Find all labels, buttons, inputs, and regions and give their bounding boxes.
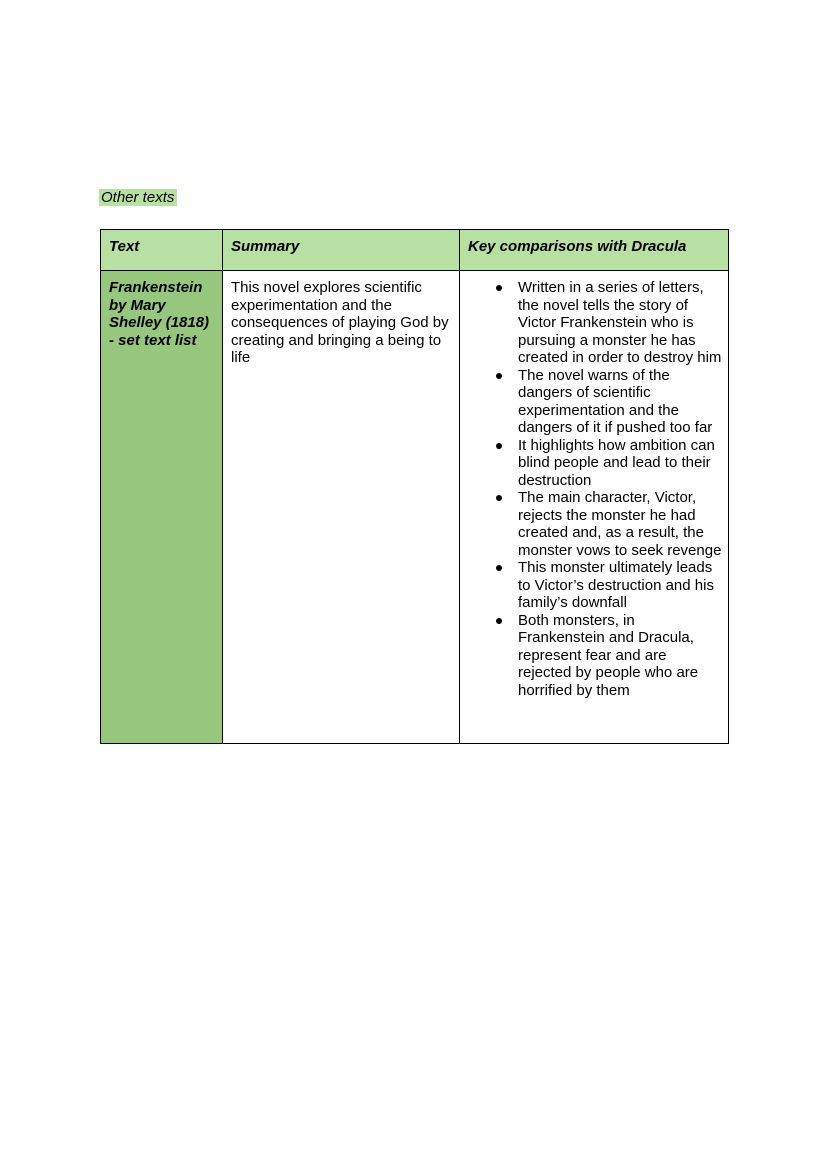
header-cell-key-comparisons: Key comparisons with Dracula	[460, 230, 729, 271]
table-header-row	[101, 230, 729, 271]
header-cell-summary: Summary	[223, 230, 460, 271]
list-item: Written in a series of letters, the novel tells the story of Victor Frankenstein who is pursuing a monster he has created in order to destroy him	[518, 279, 722, 366]
list-item: The main character, Victor, rejects the monster he had created and, as a result, the monster vows to seek revenge	[518, 489, 722, 559]
cell-key-comparisons	[460, 271, 729, 744]
comparisons-bullet-list	[460, 279, 723, 699]
list-item: It highlights how ambition can blind people and lead to their destruction	[518, 437, 723, 490]
other-texts-table	[100, 229, 729, 744]
table-row	[101, 271, 729, 744]
cell-summary: This novel explores scientific experimentation and the consequences of playing God by creating and bringing a being to life	[223, 271, 460, 744]
list-item: This monster ultimately leads to Victor’s destruction and his family’s downfall	[518, 559, 723, 612]
header-cell-text: Text	[101, 230, 223, 271]
list-item: The novel warns of the dangers of scientific experimentation and the dangers of it if pushed too far	[518, 367, 723, 437]
section-heading-text: Other texts	[99, 189, 177, 206]
section-heading	[99, 188, 177, 208]
list-item: Both monsters, in Frankenstein and Dracula, represent fear and are rejected by people who are horrified by them	[518, 612, 723, 700]
cell-text-frankenstein: Frankenstein by Mary Shelley (1818) - set text list	[101, 271, 223, 744]
